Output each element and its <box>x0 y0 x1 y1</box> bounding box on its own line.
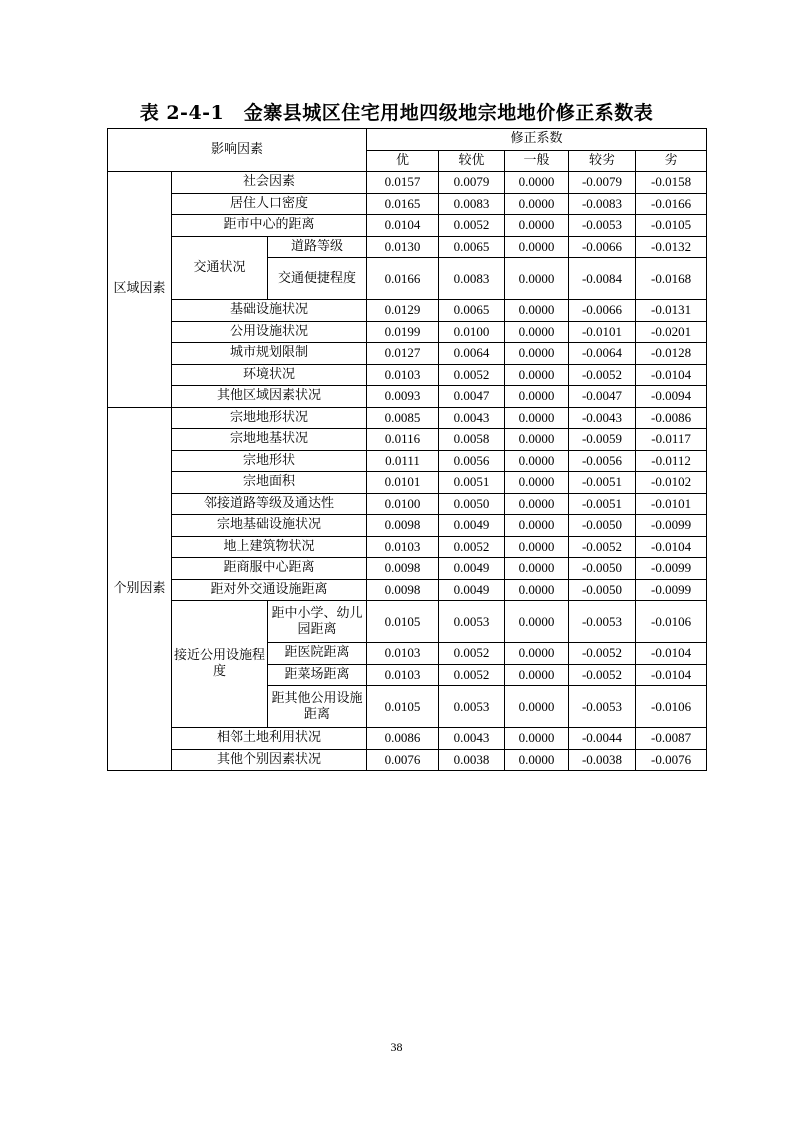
coef-value: -0.0079 <box>569 172 636 194</box>
coef-value: 0.0104 <box>367 215 439 237</box>
factor-name: 宗地基础设施状况 <box>172 515 367 537</box>
coef-value: -0.0099 <box>636 579 707 601</box>
coef-value: 0.0086 <box>367 728 439 750</box>
coef-value: 0.0000 <box>505 236 569 258</box>
table-row <box>108 193 707 215</box>
coef-value: -0.0117 <box>636 429 707 451</box>
coef-value: -0.0076 <box>636 749 707 771</box>
coef-value: 0.0166 <box>367 258 439 300</box>
coef-value: 0.0049 <box>439 515 505 537</box>
coef-value: 0.0076 <box>367 749 439 771</box>
coef-value: -0.0131 <box>636 300 707 322</box>
coef-value: 0.0065 <box>439 300 505 322</box>
coef-value: -0.0201 <box>636 321 707 343</box>
coef-value: 0.0052 <box>439 215 505 237</box>
table-row <box>108 450 707 472</box>
factor-name: 距医院距离 <box>268 643 367 665</box>
coef-value: 0.0000 <box>505 407 569 429</box>
table-row <box>108 364 707 386</box>
coef-value: -0.0052 <box>569 364 636 386</box>
table-row <box>108 579 707 601</box>
coef-value: 0.0000 <box>505 686 569 728</box>
coef-value: 0.0000 <box>505 343 569 365</box>
coef-value: -0.0052 <box>569 536 636 558</box>
coefficient-table <box>107 128 707 771</box>
grade-header: 较优 <box>439 150 505 172</box>
coef-value: -0.0105 <box>636 215 707 237</box>
coef-value: -0.0106 <box>636 601 707 643</box>
factor-name: 距市中心的距离 <box>172 215 367 237</box>
coef-value: 0.0064 <box>439 343 505 365</box>
coef-value: 0.0111 <box>367 450 439 472</box>
coef-value: 0.0000 <box>505 643 569 665</box>
coef-value: 0.0052 <box>439 643 505 665</box>
table-row <box>108 601 707 643</box>
coef-value: -0.0094 <box>636 386 707 408</box>
coef-value: 0.0000 <box>505 386 569 408</box>
coef-value: 0.0103 <box>367 664 439 686</box>
group-label-regional: 区域因素 <box>108 172 172 408</box>
coef-value: 0.0000 <box>505 450 569 472</box>
coef-value: 0.0052 <box>439 536 505 558</box>
factor-name: 环境状况 <box>172 364 367 386</box>
coef-value: -0.0047 <box>569 386 636 408</box>
coef-value: -0.0132 <box>636 236 707 258</box>
factor-name: 宗地地基状况 <box>172 429 367 451</box>
coef-value: 0.0100 <box>367 493 439 515</box>
factor-name: 距其他公用设施距离 <box>268 686 367 728</box>
subgroup-label-traffic: 交通状况 <box>172 236 268 300</box>
table-row <box>108 343 707 365</box>
coef-value: 0.0083 <box>439 258 505 300</box>
coef-value: -0.0106 <box>636 686 707 728</box>
coef-value: 0.0000 <box>505 321 569 343</box>
factor-name: 基础设施状况 <box>172 300 367 322</box>
table-row <box>108 429 707 451</box>
table-row <box>108 515 707 537</box>
table-row <box>108 558 707 580</box>
factor-name: 居住人口密度 <box>172 193 367 215</box>
coef-value: 0.0000 <box>505 364 569 386</box>
coef-value: 0.0157 <box>367 172 439 194</box>
table-row <box>108 749 707 771</box>
coef-value: 0.0049 <box>439 579 505 601</box>
coef-value: -0.0099 <box>636 515 707 537</box>
table-row <box>108 536 707 558</box>
factor-name: 距商服中心距离 <box>172 558 367 580</box>
coef-value: 0.0000 <box>505 728 569 750</box>
coef-value: -0.0052 <box>569 643 636 665</box>
coef-value: 0.0000 <box>505 193 569 215</box>
coef-value: 0.0098 <box>367 579 439 601</box>
table-body <box>108 129 707 771</box>
coef-value: 0.0000 <box>505 601 569 643</box>
coef-value: 0.0100 <box>439 321 505 343</box>
table-row <box>108 407 707 429</box>
grade-header: 劣 <box>636 150 707 172</box>
coef-value: 0.0000 <box>505 579 569 601</box>
table-row <box>108 472 707 494</box>
coef-value: 0.0199 <box>367 321 439 343</box>
coef-value: -0.0099 <box>636 558 707 580</box>
table-row <box>108 172 707 194</box>
coef-value: 0.0038 <box>439 749 505 771</box>
factor-name: 宗地地形状况 <box>172 407 367 429</box>
coef-value: 0.0105 <box>367 601 439 643</box>
coef-value: 0.0056 <box>439 450 505 472</box>
table-title: 表 2-4-1 金寨县城区住宅用地四级地宗地地价修正系数表 <box>139 102 654 124</box>
coef-value: -0.0166 <box>636 193 707 215</box>
coef-value: -0.0050 <box>569 579 636 601</box>
coef-value: 0.0130 <box>367 236 439 258</box>
table-row <box>108 300 707 322</box>
coef-value: 0.0052 <box>439 364 505 386</box>
coef-value: 0.0058 <box>439 429 505 451</box>
coef-value: -0.0086 <box>636 407 707 429</box>
coef-value: -0.0112 <box>636 450 707 472</box>
group-label-individual: 个别因素 <box>108 407 172 771</box>
coef-value: 0.0049 <box>439 558 505 580</box>
coef-value: -0.0104 <box>636 536 707 558</box>
coef-value: -0.0059 <box>569 429 636 451</box>
factor-name: 距中小学、幼儿园距离 <box>268 601 367 643</box>
factor-name: 公用设施状况 <box>172 321 367 343</box>
table-row <box>108 728 707 750</box>
coef-value: 0.0165 <box>367 193 439 215</box>
header-factor: 影响因素 <box>108 129 367 172</box>
coef-value: -0.0050 <box>569 558 636 580</box>
coef-value: -0.0043 <box>569 407 636 429</box>
coef-value: 0.0065 <box>439 236 505 258</box>
coef-value: -0.0084 <box>569 258 636 300</box>
coef-value: 0.0098 <box>367 558 439 580</box>
coef-value: -0.0066 <box>569 300 636 322</box>
coef-value: 0.0000 <box>505 258 569 300</box>
coef-value: 0.0129 <box>367 300 439 322</box>
coef-value: -0.0066 <box>569 236 636 258</box>
table-row <box>108 215 707 237</box>
factor-name: 相邻土地利用状况 <box>172 728 367 750</box>
grade-header: 优 <box>367 150 439 172</box>
coef-value: 0.0000 <box>505 558 569 580</box>
coef-value: 0.0103 <box>367 643 439 665</box>
header-row <box>108 129 707 151</box>
coef-value: -0.0064 <box>569 343 636 365</box>
coef-value: 0.0083 <box>439 193 505 215</box>
coef-value: -0.0101 <box>569 321 636 343</box>
factor-name: 宗地面积 <box>172 472 367 494</box>
coef-value: 0.0043 <box>439 728 505 750</box>
coef-value: 0.0105 <box>367 686 439 728</box>
coef-value: 0.0127 <box>367 343 439 365</box>
coef-value: -0.0083 <box>569 193 636 215</box>
table-row <box>108 321 707 343</box>
coef-value: -0.0104 <box>636 364 707 386</box>
coef-value: 0.0103 <box>367 364 439 386</box>
coef-value: 0.0043 <box>439 407 505 429</box>
factor-name: 交通便捷程度 <box>268 258 367 300</box>
coef-value: 0.0085 <box>367 407 439 429</box>
coef-value: 0.0101 <box>367 472 439 494</box>
table-row <box>108 236 707 258</box>
coef-value: 0.0000 <box>505 664 569 686</box>
coef-value: -0.0104 <box>636 664 707 686</box>
coef-value: 0.0093 <box>367 386 439 408</box>
coef-value: -0.0051 <box>569 472 636 494</box>
factor-name: 邻接道路等级及通达性 <box>172 493 367 515</box>
coef-value: -0.0050 <box>569 515 636 537</box>
coef-value: 0.0000 <box>505 215 569 237</box>
coef-value: -0.0053 <box>569 215 636 237</box>
grade-header: 较劣 <box>569 150 636 172</box>
factor-name: 距对外交通设施距离 <box>172 579 367 601</box>
coef-value: 0.0052 <box>439 664 505 686</box>
coef-value: 0.0000 <box>505 300 569 322</box>
coef-value: -0.0052 <box>569 664 636 686</box>
coef-value: -0.0158 <box>636 172 707 194</box>
coef-value: 0.0000 <box>505 172 569 194</box>
coef-value: -0.0104 <box>636 643 707 665</box>
factor-name: 宗地形状 <box>172 450 367 472</box>
coef-value: -0.0056 <box>569 450 636 472</box>
table-row <box>108 386 707 408</box>
coef-value: -0.0053 <box>569 686 636 728</box>
factor-name: 其他个别因素状况 <box>172 749 367 771</box>
factor-name: 其他区域因素状况 <box>172 386 367 408</box>
coef-value: -0.0168 <box>636 258 707 300</box>
factor-name: 城市规划限制 <box>172 343 367 365</box>
coef-value: 0.0000 <box>505 749 569 771</box>
coef-value: -0.0102 <box>636 472 707 494</box>
coef-value: 0.0050 <box>439 493 505 515</box>
coef-value: -0.0087 <box>636 728 707 750</box>
coef-value: 0.0047 <box>439 386 505 408</box>
coef-value: 0.0000 <box>505 515 569 537</box>
coef-value: 0.0000 <box>505 472 569 494</box>
coef-value: 0.0098 <box>367 515 439 537</box>
coef-value: 0.0116 <box>367 429 439 451</box>
coef-value: -0.0101 <box>636 493 707 515</box>
grade-header: 一般 <box>505 150 569 172</box>
page-number: 38 <box>390 1040 403 1054</box>
subgroup-label-facility: 接近公用设施程度 <box>172 601 268 728</box>
header-coef: 修正系数 <box>367 129 707 151</box>
factor-name: 距菜场距离 <box>268 664 367 686</box>
coef-value: 0.0053 <box>439 601 505 643</box>
coef-value: 0.0103 <box>367 536 439 558</box>
coef-value: 0.0079 <box>439 172 505 194</box>
coef-value: -0.0053 <box>569 601 636 643</box>
coef-value: 0.0000 <box>505 536 569 558</box>
coef-value: -0.0128 <box>636 343 707 365</box>
factor-name: 地上建筑物状况 <box>172 536 367 558</box>
coef-value: 0.0051 <box>439 472 505 494</box>
factor-name: 道路等级 <box>268 236 367 258</box>
coef-value: -0.0051 <box>569 493 636 515</box>
coef-value: 0.0053 <box>439 686 505 728</box>
coef-value: 0.0000 <box>505 493 569 515</box>
table-row <box>108 493 707 515</box>
factor-name: 社会因素 <box>172 172 367 194</box>
coef-value: -0.0038 <box>569 749 636 771</box>
coef-value: 0.0000 <box>505 429 569 451</box>
coef-value: -0.0044 <box>569 728 636 750</box>
